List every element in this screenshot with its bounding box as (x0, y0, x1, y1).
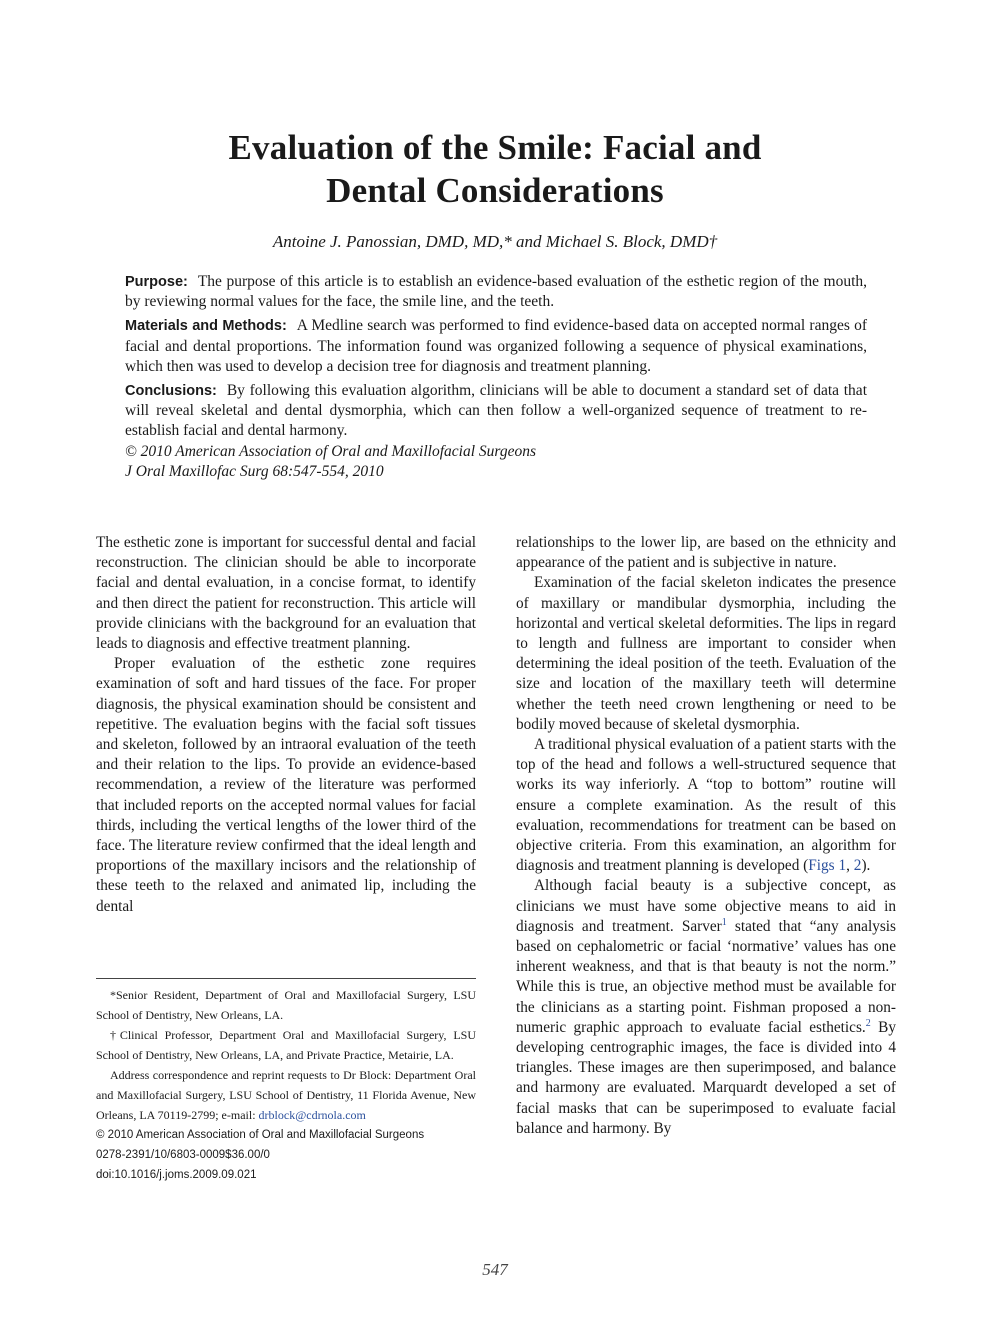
abstract-purpose (125, 272, 867, 312)
body-paragraph: Examination of the facial skeleton indicates the presence of maxillary or mandibular dysmorphia, including the horizontal and vertical skeletal deformities. The lips in regard to length and fullness are important to consider when determining the ideal position of the teeth. Evaluation of the size and location of the maxillary teeth will determine whether the teeth need crown lengthening or need to be bodily moved because of skeletal dysmorphia. (516, 574, 896, 733)
reference-link-1[interactable]: 1 (721, 916, 727, 928)
title-line-1: Evaluation of the Smile: Facial and (228, 128, 762, 167)
author-list: Antoine J. Panossian, DMD, MD,* and Michael S. Block, DMD† (272, 232, 718, 251)
paragraph-text: Although facial beauty is a subjective concept, as clinicians we must have some objective means to aid in diagnosis and treatment. Sarver (516, 877, 896, 935)
body-column-right (516, 533, 896, 1139)
purpose-label: Purpose: (125, 274, 188, 290)
paragraph-text: , (846, 857, 854, 875)
methods-label: Materials and Methods: (125, 318, 287, 335)
abstract (125, 272, 867, 482)
paragraph-text: By developing centrographic images, the face is divided into 4 triangles. These images are then superimposed, and balance and harmony are evaluated. Marquardt developed a set of facial masks that can be superimposed to evaluate facial balance and harmony. By (516, 1018, 896, 1137)
paragraph-text: ). (861, 857, 871, 875)
abstract-conclusions (125, 381, 867, 442)
methods-text: A Medline search was performed to find evidence-based data on accepted normal ranges of facial and dental proportions. The information found was organized following a sequence of physical examinations, which then was used to develop a decision tree for diagnosis and treatment planning. (125, 317, 867, 375)
footnote-text: Address correspondence and reprint requests to Dr Block: Department Oral and Maxillofacial Surgery, LSU School of Dentistry, 11 Florida Avenue, New Orleans, LA 70119-2799; e-mail: (96, 1068, 476, 1122)
footnote-issn: 0278-2391/10/6803-0009$36.00/0 (96, 1149, 270, 1161)
title-line-2: Dental Considerations (326, 171, 664, 210)
body-paragraph: relationships to the lower lip, are based on the ethnicity and appearance of the patient and is subjective in nature. (516, 534, 896, 572)
paragraph-text: A traditional physical evaluation of a patient starts with the top of the head and follows a well-structured sequence that works its way inferiorly. A “top to bottom” routine will ensure a complete examination. As the result of this evaluation, recommendations for treatment can be based on objective criteria. From this examination, an algorithm for diagnosis and treatment planning is developed ( (516, 736, 896, 875)
body-paragraph: Proper evaluation of the esthetic zone requires examination of soft and hard tissues of the face. For proper diagnosis, the physical examination should be consistent and repetitive. The evaluation begins with the facial soft tissues and skeleton, followed by an intraoral evaluation of the teeth and their relation to the lips. To provide an evidence-based recommendation, a review of the literature was performed that included reports on the accepted normal values for facial thirds, including the vertical lengths of the lower third of the face. The literature review confirmed that the ideal length and proportions of the maxillary incisors and the relationship of these teeth to the relaxed and animated lip, including the dental (96, 655, 476, 915)
abstract-copyright: © 2010 American Association of Oral and Maxillofacial Surgeons (125, 442, 537, 460)
body-paragraph: The esthetic zone is important for successful dental and facial reconstruction. The clinician should be able to incorporate facial and dental evaluation, in a concise format, to identify and then direct the patient for reconstruction. This article will provide clinicians with the background for an evaluation that leads to diagnosis and effective treatment planning. (96, 534, 476, 653)
reference-link-2[interactable]: 2 (865, 1017, 871, 1029)
footnotes (96, 985, 476, 1185)
body-paragraph (516, 735, 896, 876)
journal-citation: J Oral Maxillofac Surg 68:547-554, 2010 (125, 462, 384, 480)
figure-link-2[interactable]: 2 (853, 857, 862, 875)
footnote-correspondence (96, 1065, 476, 1125)
footnote-doi: doi:10.1016/j.joms.2009.09.021 (96, 1169, 257, 1181)
footnote-divider (96, 978, 476, 979)
footnote-author-2: †Clinical Professor, Department Oral and Maxillofacial Surgery, LSU School of Dentistry, New Orleans, LA, and Private Practice, Metairie, LA. (96, 1028, 476, 1062)
page-number: 547 (482, 1260, 508, 1279)
conclusions-text: By following this evaluation algorithm, clinicians will be able to document a standard set of data that will reveal skeletal and dental dysmorphia, which can then follow a well-organized sequence of treatment to re-establish facial and dental harmony. (125, 382, 867, 440)
conclusions-label: Conclusions: (125, 383, 217, 400)
footnote-author-1: *Senior Resident, Department of Oral and Maxillofacial Surgery, LSU School of Dentistry, New Orleans, LA. (96, 988, 476, 1022)
body-column-left (96, 533, 476, 917)
abstract-methods (125, 316, 867, 377)
figure-link-1[interactable]: Figs 1 (808, 857, 847, 875)
body-paragraph (516, 876, 896, 1139)
email-link[interactable]: drblock@cdrnola.com (258, 1108, 366, 1122)
footnote-copyright: © 2010 American Association of Oral and Maxillofacial Surgeons (96, 1129, 425, 1141)
article-title (0, 126, 990, 212)
purpose-text: The purpose of this article is to establish an evidence-based evaluation of the esthetic region of the mouth, by reviewing normal values for the face, the smile line, and the teeth. (125, 273, 867, 311)
paragraph-text: stated that “any analysis based on cephalometric or facial ‘normative’ values has one inherent weakness, and that is that beauty is not the norm.” While this is true, an objective method must be available for the clinicians as a starting point. Fishman proposed a non-numeric graphic approach to evaluate facial esthetics. (516, 917, 897, 1036)
